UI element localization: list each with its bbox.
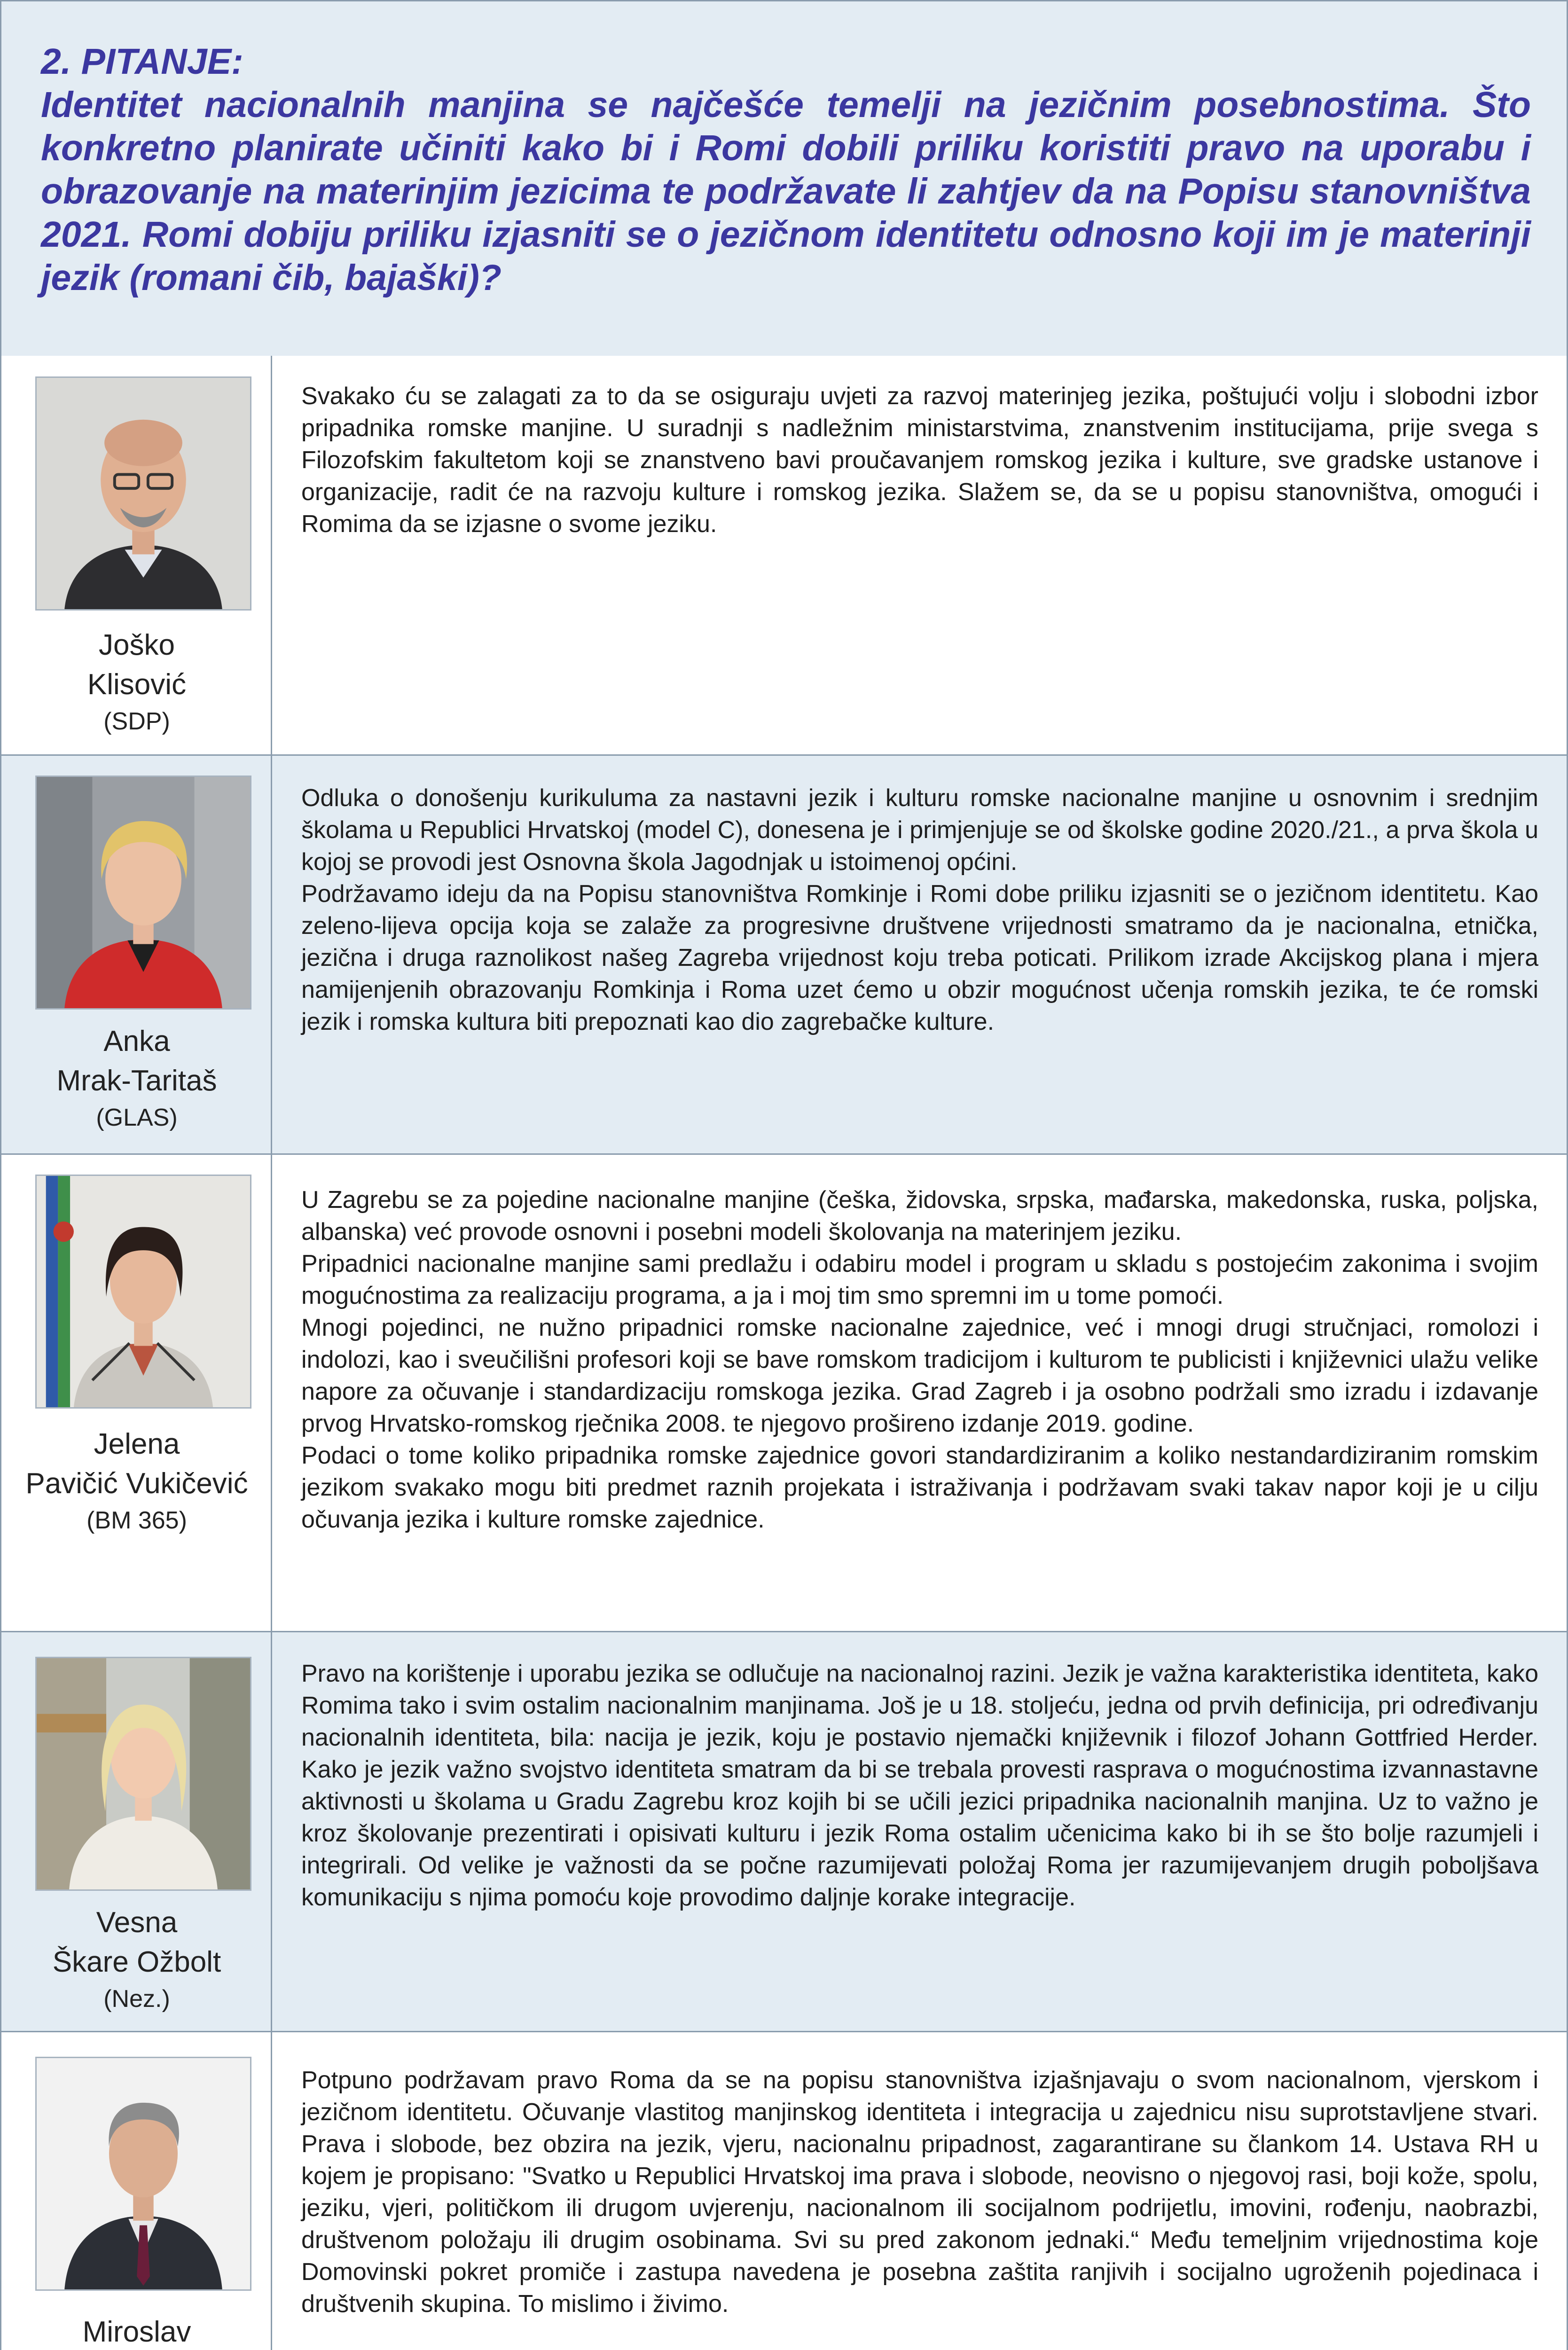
- answer-row: [1, 1155, 1567, 1632]
- answer-paragraph: Svakako ću se zalagati za to da se osiguraju uvjeti za razvoj materinjeg jezika, poštujući volju i slobodni izbor pripadnika romske manjine. U suradnji s nadležnim ministarstvima, znanstvenim institucijama, prije svega s Filozofskim fakultetom koji se znanstveno bavi proučavanjem romskog jezika i kulture, sve gradske ustanove i organizacije, radit će na razvoju kulture i romskog jezika. Slažem se, da se u popisu stanovništva, omogući i Romima da se izjasne o svome jeziku.: [301, 383, 1538, 538]
- answer-paragraph: Podaci o tome koliko pripadnika romske zajednice govori standardiziranim a koliko nestandardiziranim romskim jezikom svakako mogu biti predmet raznih projekata i istraživanja i podržavam svaki takav napor koji je u cilju očuvanja jezika i kulture romske zajednice.: [301, 1442, 1538, 1533]
- answer-paragraph: Pravo na korištenje i uporabu jezika se odlučuje na nacionalnoj razini. Jezik je važna karakteristika identiteta, kako Romima tako i svim ostalim nacionalnim manjinama. Još je u 18. stoljeću, jedna od prvih definicija, pri određivanju nacionalnih identiteta, bila: nacija je jezik, koju je postavio njemački književnik i filozof Johann Gottfried Herder. Kako je jezik važno svojstvo identiteta smatram da bi se trebala provesti rasprava o mogućnostima izvannastavne aktivnosti u školama u Gradu Zagrebu kroz kojih bi se učili jezici pripadnika nacionalnih manjina. Uz to važno je kroz školovanje prezentirati i opisivati kulturu i jezik Roma ostalim učenicima kako bi ih se što bolje razumjeli i integrirali. Od velike je važnosti da se počne razumijevati položaj Roma jer razumijevanjem drugih poboljšava komunikaciju s njima pomoću koje provodimo daljnje korake integracije.: [301, 1660, 1538, 1911]
- answer-paragraph: Pripadnici nacionalne manjine sami predlažu i odabiru model i program u skladu s postojećim zakonima i svojim mogućnostima za realizaciju programa, a ja i moj tim smo spremni im u tome pomoći.: [301, 1250, 1538, 1309]
- candidate-first-name: Miroslav: [82, 2316, 191, 2348]
- candidate-first-name: Anka: [103, 1025, 170, 1058]
- candidate-first-name: Jelena: [94, 1428, 180, 1460]
- answer-text: [301, 1184, 1538, 1535]
- answer-row: [1, 356, 1567, 756]
- answer-text: [301, 1658, 1538, 1913]
- candidate-photo: [35, 776, 251, 1010]
- candidate-last-name: Škare Ožbolt: [52, 1946, 221, 1978]
- candidate-column: [1, 1632, 272, 2031]
- answer-row: [1, 2032, 1567, 2350]
- candidate-name: [1, 1425, 272, 1537]
- candidate-column: [1, 756, 272, 1153]
- candidate-name: [1, 1903, 272, 2016]
- candidate-first-name: Vesna: [96, 1906, 178, 1939]
- candidate-column: [1, 2032, 272, 2350]
- answer-paragraph: Mnogi pojedinci, ne nužno pripadnici romske nacionalne zajednice, već i mnogi drugi stručnjaci, romolozi i indolozi, kao i sveučilišni profesori koji se bave romskom tradicijom i kulturom te publicisti i književnici ulažu velike napore za očuvanje i standardizaciju romskoga jezika. Grad Zagreb i ja osobno podržali smo izradu i izdavanje prvog Hrvatsko-romskog rječnika 2008. te njegovo prošireno izdanje 2019. godine.: [301, 1314, 1538, 1437]
- question-number: 2. PITANJE:: [41, 41, 243, 82]
- candidate-last-name: Mrak-Taritaš: [56, 1065, 217, 1097]
- question-block: [41, 40, 1531, 299]
- candidate-name: [1, 1022, 272, 1135]
- candidate-photo: [35, 1657, 251, 1891]
- answer-paragraph: Odluka o donošenju kurikuluma za nastavni jezik i kulturu romske nacionalne manjine u osnovnim i srednjim školama u Republici Hrvatskoj (model C), donesena je i primjenjuje se od školske godine 2020./21., a prva škola u kojoj se provodi jest Osnovna škola Jagodnjak u istoimenoj općini.: [301, 784, 1538, 876]
- answer-paragraph: Potpuno podržavam pravo Roma da se na popisu stanovništva izjašnjavaju o svom nacionalnom, vjerskom i jezičnom identitetu. Očuvanje vlastitog manjinskog identiteta i integracija u zajednicu nisu suprotstavljene stvari. Prava i slobode, bez obzira na jezik, vjeru, nacionalnu pripadnost, zagarantirane su člankom 14. Ustava RH u kojem je propisano: "Svatko u Republici Hrvatskoj ima prava i slobode, neovisno o njegovoj rasi, boji kože, spolu, jeziku, vjeri, političkom ili drugom uvjerenju, nacionalnom ili socijalnom podrijetlu, imovini, rođenju, naobrazbi, društvenom položaju ili drugim osobinama. Svi su pred zakonom jednaki.“ Među temeljnim vrijednostima koje Domovinski pokret promiče i zastupa navedena je posebna zaštita ranjivih i socijalno ugroženih pojedinaca i društvenih skupina. To mislimo i živimo.: [301, 2067, 1538, 2318]
- answer-text: [301, 782, 1538, 1038]
- candidate-party: (GLAS): [96, 1104, 178, 1131]
- answer-row: [1, 756, 1567, 1155]
- candidate-last-name: Pavičić Vukičević: [25, 1467, 248, 1500]
- candidate-column: [1, 1155, 272, 1631]
- answer-row: [1, 1632, 1567, 2032]
- candidate-photo: [35, 2057, 251, 2291]
- candidate-name: [1, 626, 272, 738]
- candidate-first-name: Joško: [99, 629, 175, 661]
- answer-paragraph: Podržavamo ideju da na Popisu stanovništva Romkinje i Romi dobe priliku izjasniti se o jezičnom identitetu. Kao zeleno-lijeva opcija koja se zalaže za progresivne društvene vrijednosti smatramo da je nacionalna, etnička, jezična i druga raznolikost našeg Zagreba vrijednost koju treba poticati. Prilikom izrade Akcijskog plana i mjera namijenjenih obrazovanju Romkinja i Roma uzet ćemo u obzir mogućnost učenja romskih jezika, te će romski jezik i romska kultura biti prepoznati kao dio zagrebačke kulture.: [301, 880, 1538, 1035]
- question-text: Identitet nacionalnih manjina se najčešće temelji na jezičnim posebnostima. Što konkretno planirate učiniti kako bi i Romi dobili priliku koristiti pravo na uporabu i obrazovanje na materinjim jezicima te podržavate li zahtjev da na Popisu stanovništva 2021. Romi dobiju priliku izjasniti se o jezičnom identitetu odnosno koji im je materinji jezik (romani čib, bajaški)?: [41, 85, 1531, 298]
- candidate-last-name: Klisović: [87, 668, 187, 701]
- candidate-photo: [35, 376, 251, 611]
- answer-text: [301, 2064, 1538, 2320]
- answer-paragraph: U Zagrebu se za pojedine nacionalne manjine (češka, židovska, srpska, mađarska, makedonska, ruska, poljska, albanska) već provode osnovni i posebni modeli školovanja na materinjem jeziku.: [301, 1186, 1538, 1246]
- candidate-party: (Nez.): [103, 1985, 170, 2013]
- candidate-party: (BM 365): [86, 1507, 187, 1534]
- candidate-photo: [35, 1175, 251, 1409]
- answer-text: [301, 380, 1538, 540]
- candidate-name: [1, 2312, 272, 2350]
- candidate-column: [1, 356, 272, 754]
- question-header: [1, 1, 1567, 357]
- candidate-party: (SDP): [103, 708, 170, 735]
